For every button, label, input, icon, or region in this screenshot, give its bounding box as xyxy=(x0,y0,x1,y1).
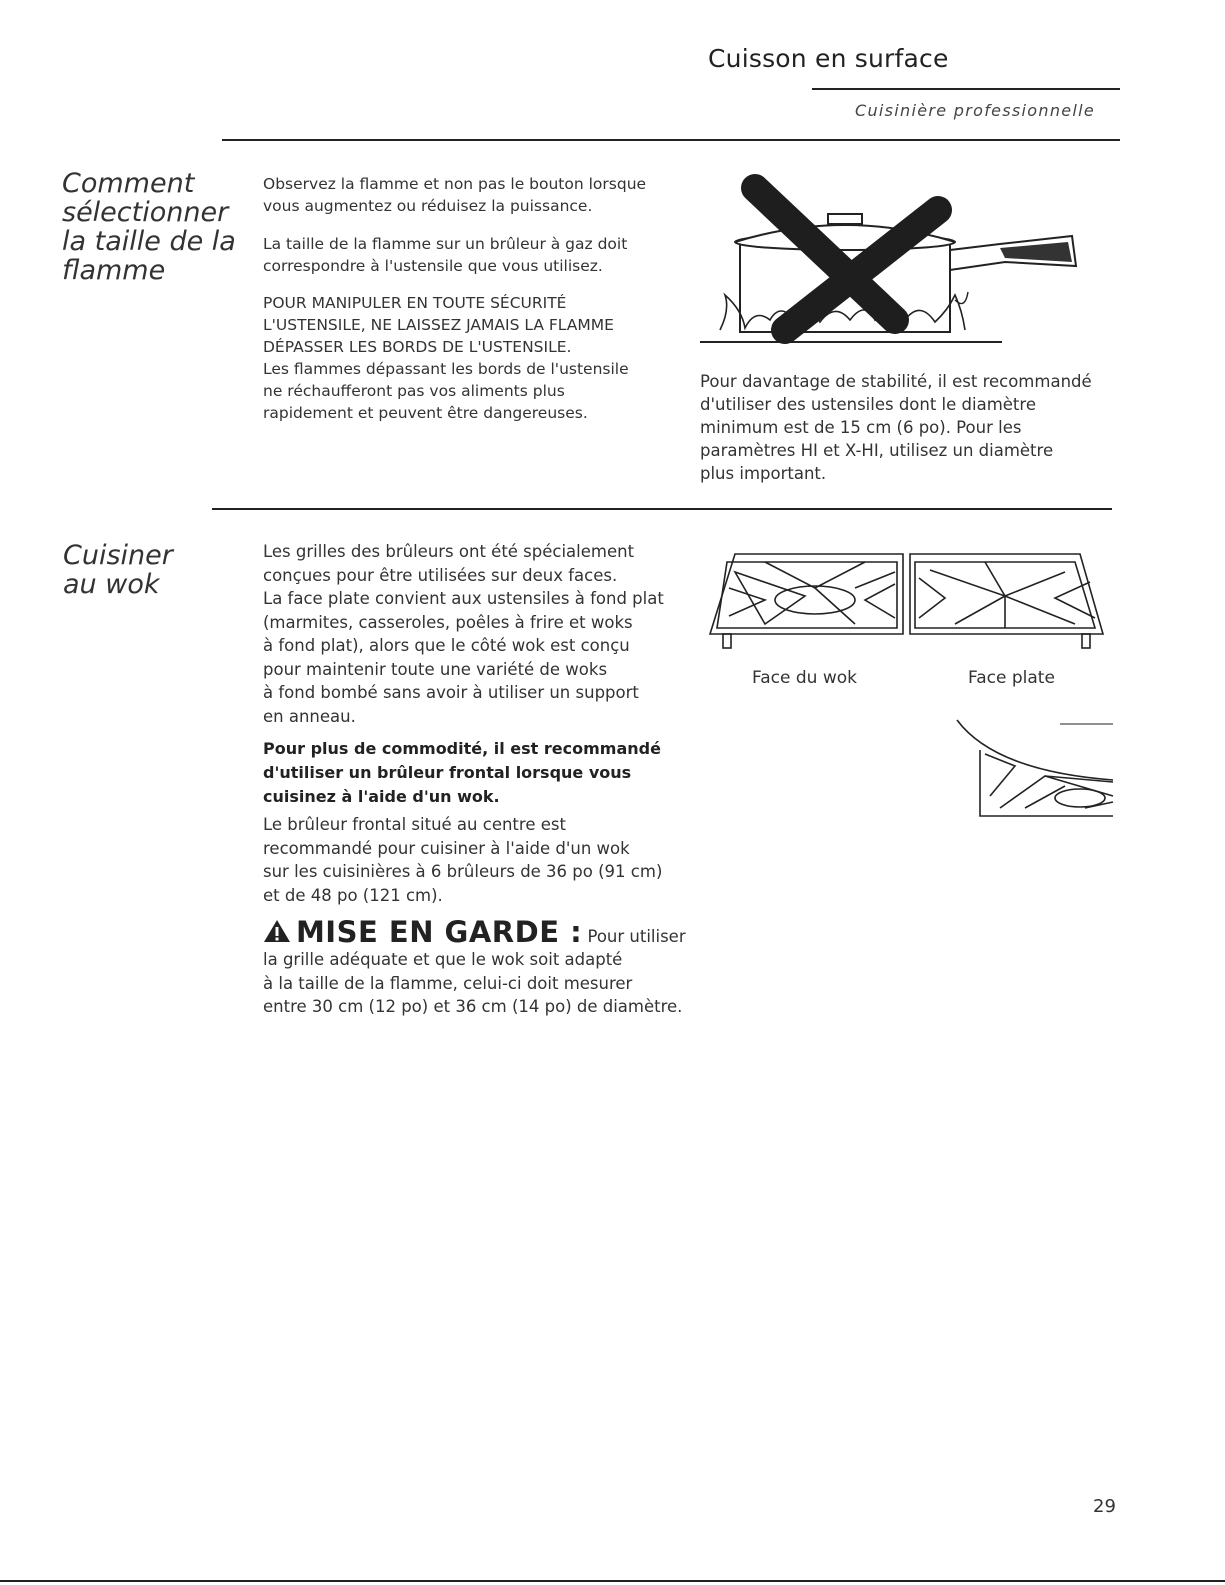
heading-line: Cuisiner xyxy=(63,540,173,571)
heading-line: flamme xyxy=(62,255,166,286)
wok-on-grate-illustration xyxy=(955,716,1115,820)
text-line: Pour plus de commodité, il est recommandé xyxy=(263,739,661,758)
page-number: 29 xyxy=(1093,1496,1116,1517)
text-line: en anneau. xyxy=(263,706,356,726)
text-line: la grille adéquate et que le wok soit adapté xyxy=(263,950,623,969)
stability-note xyxy=(700,370,1092,485)
text-line: minimum est de 15 cm (6 po). Pour les xyxy=(700,418,1022,437)
header-divider xyxy=(812,88,1120,90)
text-line: recommandé pour cuisiner à l'aide d'un wok xyxy=(263,838,630,858)
caution-inline-text: Pour utiliser xyxy=(582,927,686,946)
heading-line: sélectionner xyxy=(62,197,229,228)
text-line: correspondre à l'ustensile que vous utilisez. xyxy=(263,257,603,275)
flame-paragraph-3 xyxy=(263,292,629,424)
text-line: ne réchaufferont pas vos aliments plus xyxy=(263,382,565,400)
caution-heading-line xyxy=(263,915,686,949)
text-line: Les grilles des brûleurs ont été spécialement xyxy=(263,542,635,561)
text-line: DÉPASSER LES BORDS DE L'USTENSILE. xyxy=(263,338,572,356)
text-line: pour maintenir toute une variété de woks xyxy=(263,659,608,679)
text-line: Les flammes dépassant les bords de l'ustensile xyxy=(263,360,629,378)
text-line: Pour davantage de stabilité, il est recommandé xyxy=(700,372,1092,391)
section-heading-wok xyxy=(63,541,173,599)
wok-paragraph-1 xyxy=(263,540,664,728)
product-subtitle: Cuisinière professionnelle xyxy=(855,101,1096,120)
caution-colon: : xyxy=(559,915,583,949)
text-line: et de 48 po (121 cm). xyxy=(263,885,443,905)
burner-grates-illustration xyxy=(705,548,1110,660)
caption-flat-side: Face plate xyxy=(968,668,1055,688)
page-section-title: Cuisson en surface xyxy=(708,44,949,73)
section-divider-top xyxy=(222,139,1120,141)
text-line: (marmites, casseroles, poêles à frire et woks xyxy=(263,612,633,632)
text-line: POUR MANIPULER EN TOUTE SÉCURITÉ xyxy=(263,294,567,312)
caption-wok-side: Face du wok xyxy=(752,668,857,688)
text-line: rapidement et peuvent être dangereuses. xyxy=(263,404,588,422)
warning-triangle-icon xyxy=(263,918,291,944)
section-divider-middle xyxy=(212,508,1112,510)
heading-line: la taille de la xyxy=(62,226,236,257)
flame-paragraph-2 xyxy=(263,233,627,277)
text-line: d'utiliser un brûleur frontal lorsque vous xyxy=(263,763,632,782)
text-line: entre 30 cm (12 po) et 36 cm (14 po) de diamètre. xyxy=(263,997,683,1016)
text-line: à fond bombé sans avoir à utiliser un support xyxy=(263,683,639,702)
wok-paragraph-2 xyxy=(263,813,662,907)
wok-recommendation-bold xyxy=(263,737,661,809)
oversized-flame-pot-illustration xyxy=(700,170,1090,350)
text-line: sur les cuisinières à 6 brûleurs de 36 po (91 cm) xyxy=(263,862,663,881)
text-line: Observez la flamme et non pas le bouton lorsque xyxy=(263,175,647,193)
page-bottom-rule xyxy=(0,1580,1225,1582)
section-heading-flame xyxy=(62,169,236,285)
flame-paragraph-1 xyxy=(263,173,646,217)
heading-line: Comment xyxy=(62,168,195,199)
text-line: cuisinez à l'aide d'un wok. xyxy=(263,787,500,806)
text-line: plus important. xyxy=(700,464,827,483)
text-line: conçues pour être utilisées sur deux faces. xyxy=(263,565,618,585)
text-line: d'utiliser des ustensiles dont le diamètre xyxy=(700,395,1036,414)
caution-title: MISE EN GARDE xyxy=(295,915,560,949)
text-line: La taille de la flamme sur un brûleur à gaz doit xyxy=(263,235,628,253)
text-line: à fond plat), alors que le côté wok est conçu xyxy=(263,636,630,655)
text-line: à la taille de la flamme, celui-ci doit mesurer xyxy=(263,973,633,993)
text-line: Le brûleur frontal situé au centre est xyxy=(263,815,566,834)
text-line: paramètres HI et X-HI, utilisez un diamètre xyxy=(700,441,1054,460)
heading-line: au wok xyxy=(63,569,160,600)
caution-body xyxy=(263,948,682,1019)
text-line: La face plate convient aux ustensiles à fond plat xyxy=(263,589,664,608)
text-line: L'USTENSILE, NE LAISSEZ JAMAIS LA FLAMME xyxy=(263,316,614,334)
text-line: vous augmentez ou réduisez la puissance. xyxy=(263,197,593,215)
